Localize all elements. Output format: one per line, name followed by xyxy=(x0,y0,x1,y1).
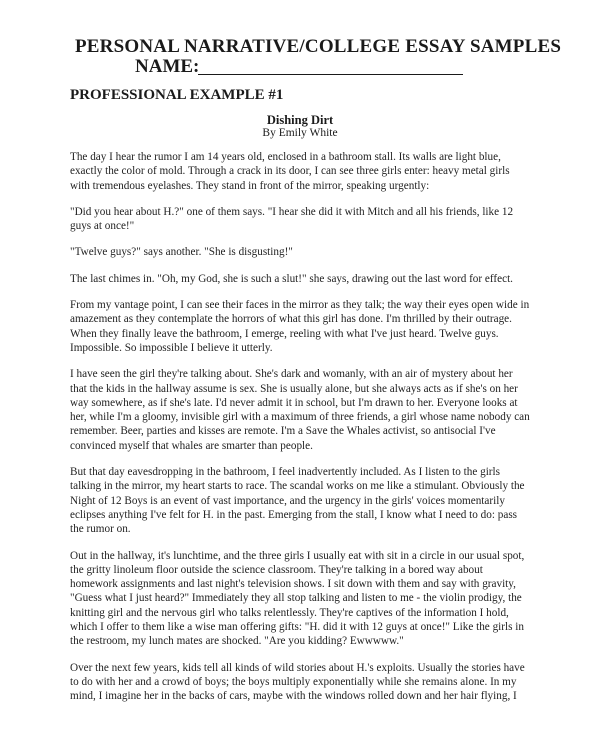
document-title: PERSONAL NARRATIVE/COLLEGE ESSAY SAMPLES xyxy=(75,36,562,57)
paragraph: But that day eavesdropping in the bathroom, I feel inadvertently included. As I listen to the girls talking in the mirror, my heart starts to race. The scandal works on me like a stimulant. Obviously the Night of 12 Boys is an event of vast importance, and the urgency in the girls' voices momentarily eclipses anything I've felt for H. in the past. Emerging from the stall, I know what I need to do: pass the rumor on. xyxy=(70,466,525,536)
essay-body xyxy=(70,150,532,716)
section-heading: PROFESSIONAL EXAMPLE #1 xyxy=(70,87,284,103)
essay-byline: By Emily White xyxy=(262,127,338,139)
paragraph: The day I hear the rumor I am 14 years old, enclosed in a bathroom stall. Its walls are light blue, exactly the color of mold. Through a crack in its door, I can see three girls enter: heavy metal girls with tremendous eyelashes. They stand in front of the mirror, speaking urgently: xyxy=(70,151,510,192)
paragraph: I have seen the girl they're talking about. She's dark and womanly, with an air of mystery about her that the kids in the hallway assume is sex. She is usually alone, but she always acts as if she's on her way somewhere, as if she's late. I'd never admit it in school, but I'm drawn to her. Everyone looks at her, while I'm a gloomy, invisible girl with a maximum of three friends, a girl whose name nobody can remember. Beer, parties and kisses are remote. I'm a Save the Whales activist, so antisocial I've convinced myself that whales are smarter than people. xyxy=(70,368,530,452)
paragraph: The last chimes in. "Oh, my God, she is such a slut!" she says, drawing out the last word for effect. xyxy=(70,272,513,285)
paragraph: Out in the hallway, it's lunchtime, and the three girls I usually eat with sit in a circle in our usual spot, the gritty linoleum floor outside the science classroom. They're talking in a bored way about homework assignments and last night's television shows. I sit down with them and say with gravity, "Guess what I just heard?" Immediately they all stop talking and listen to me - the violin prodigy, the knitting girl and the nervous girl who talks relentlessly. They're captives of the information I hold, which I offer to them like a wise man offering gifts: "H. did it with 12 guys at once!" Like the girls in the restroom, my lunch mates are shocked. "Are you kidding? Ewwwww." xyxy=(70,549,525,648)
paragraph: From my vantage point, I can see their faces in the mirror as they talk; the way their eyes open wide in amazement as they contemplate the horrors of what this girl has done. I'm thrilled by their outrage. When they finally leave the bathroom, I emerge, reeling with what I've just heard. Twelve guys. Impossible. So impossible I believe it utterly. xyxy=(70,299,530,354)
name-field-label: NAME: xyxy=(135,56,200,77)
paragraph: "Did you hear about H.?" one of them says. "I hear she did it with Mitch and all his friends, like 12 guys at once!" xyxy=(70,205,514,233)
essay-title: Dishing Dirt xyxy=(266,113,334,127)
paragraph: "Twelve guys?" says another. "She is disgusting!" xyxy=(70,246,293,259)
paragraph: Over the next few years, kids tell all kinds of wild stories about H.'s exploits. Usually the stories have to do with her and a crowd of boys; the boys multiply exponentially while she remains alone. In my mind, I imagine her in the backs of cars, maybe with the windows rolled down and her hair flying, I xyxy=(70,661,525,703)
name-blank-line xyxy=(198,74,463,75)
